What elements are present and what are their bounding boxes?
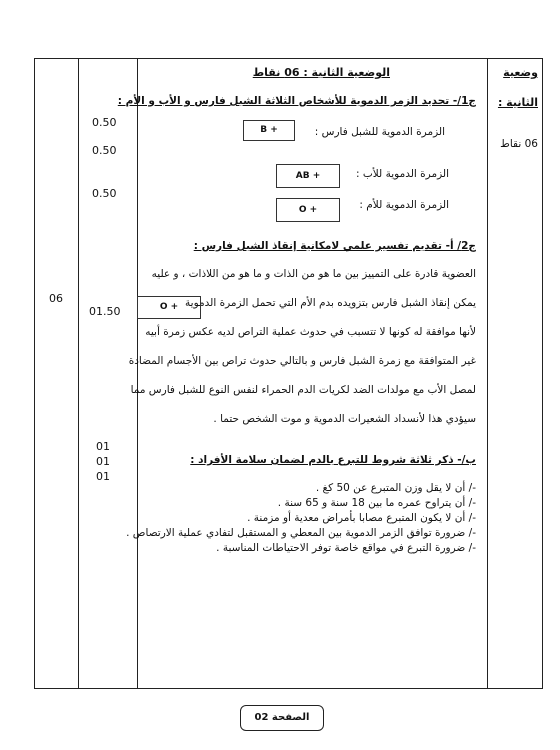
score-0-50: 0.50 <box>92 116 117 129</box>
side-title-line1: وضعية <box>503 66 538 79</box>
side-points: 06 نقاط <box>500 138 538 150</box>
frame-col-score <box>137 58 138 688</box>
total-score: 06 <box>49 292 63 305</box>
father-blood-value-box: AB + <box>276 164 340 188</box>
section-title: الوضعية الثانية : 06 نقاط <box>252 66 390 79</box>
father-blood-label: الزمرة الدموية للأب : <box>356 168 449 180</box>
son-blood-label: الزمرة الدموية للشبل فارس : <box>314 126 445 138</box>
score-0-50: 0.50 <box>92 187 117 200</box>
condition-item: -/ أن لا يكون المتبرع مصابا بأمراض معدية أو مزمنة . <box>247 512 476 524</box>
part2a-line1: العضوية قادرة على التمييز بين ما هو من الذات و ما هو من اللاذات ، و عليه <box>151 268 476 280</box>
score-01: 01 <box>96 440 110 453</box>
mother-blood-label: الزمرة الدموية للأم : <box>359 199 449 211</box>
condition-item: -/ أن يتراوح عمره ما بين 18 سنة و 65 سنة . <box>277 497 476 509</box>
part2b-heading: ب/- ذكر ثلاثة شروط للتبرع بالدم لضمان سلامة الأفراد : <box>190 454 476 466</box>
part2a-line3: لأنها موافقة له كونها لا تتسبب في حدوث عملية التراص لديه عكس زمرة أبيه <box>145 326 476 338</box>
part2a-line6: سيؤدي هذا لأنسداد الشعيرات الدموية و موت الشخص حتما . <box>213 413 476 425</box>
frame-left <box>34 58 35 688</box>
part2a-line4: غير المتوافقة مع زمرة الشبل فارس و بالتالي حدوث تراص بين الأجسام المضادة <box>128 355 476 367</box>
score-01: 01 <box>96 470 110 483</box>
condition-item: -/ ضرورة التبرع في مواقع خاصة توفر الاحتياطات المناسبة . <box>216 542 476 554</box>
frame-top <box>34 58 543 59</box>
part2a-line5: لمصل الأب مع مولدات الضد لكريات الدم الحمراء لنفس النوع للشبل فارس مما <box>130 384 476 396</box>
condition-item: -/ ضرورة توافق الزمر الدموية بين المعطي و المستقبل لتفادي عملية الارتصاص . <box>126 527 476 539</box>
score-1-50: 01.50 <box>89 305 121 318</box>
frame-bottom <box>34 688 543 689</box>
score-01: 01 <box>96 455 110 468</box>
frame-col-total <box>78 58 79 688</box>
frame-col-side <box>487 58 488 688</box>
son-blood-value-box: B + <box>243 120 295 141</box>
part1-heading: ج1/- تحديد الزمر الدموية للأشخاص الثلاثة الشبل فارس و الأب و الأم : <box>117 95 476 107</box>
page-number-box: الصفحة 02 <box>240 705 324 731</box>
mother-blood-group-box: O + <box>137 296 201 319</box>
condition-item: -/ أن لا يقل وزن المتبرع عن 50 كغ . <box>315 482 476 494</box>
mother-blood-value-box: O + <box>276 198 340 222</box>
part2a-heading: ج2/ أ- تقديم تفسير علمي لامكانية إنقاذ الشبل فارس : <box>193 240 476 252</box>
part2a-line2: يمكن إنقاذ الشبل فارس بتزويده بدم الأم التي تحمل الزمرة الدموية <box>185 297 476 309</box>
frame-right <box>542 58 543 688</box>
side-title-line2: الثانية : <box>497 96 538 109</box>
score-0-50: 0.50 <box>92 144 117 157</box>
